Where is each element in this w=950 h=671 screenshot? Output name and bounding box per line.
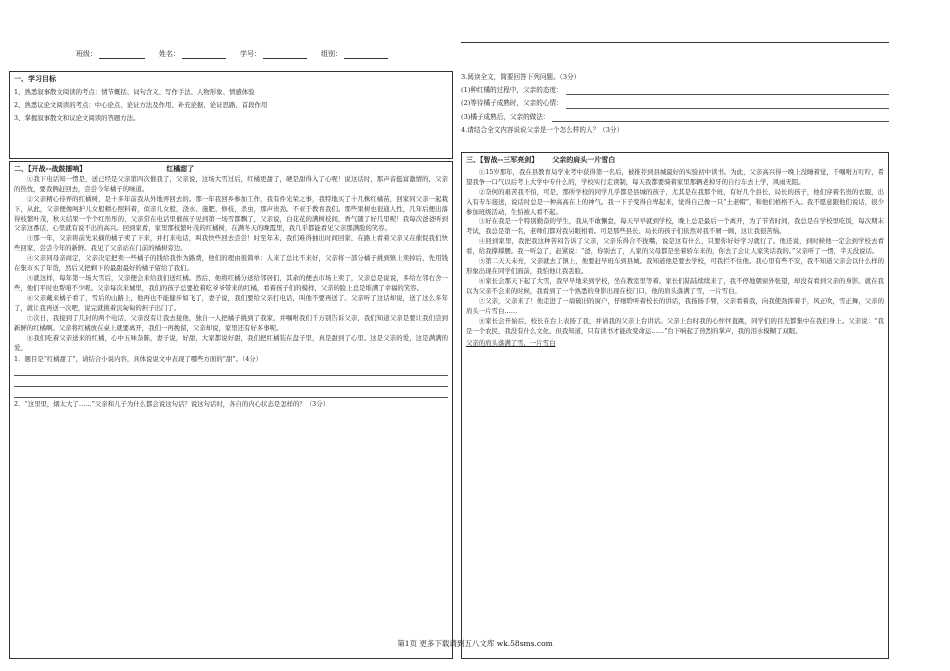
group-blank bbox=[344, 50, 388, 59]
answer-line[interactable] bbox=[14, 366, 448, 376]
paragraph: ⑧我们吃着父亲送来的红橘，心中五味杂陈，妻子说，好甜，大家都说好甜，我们把红橘装在盘子里，真是甜到了心里。这是父亲的爱，这是满满的爱。 bbox=[14, 333, 448, 352]
group-field bbox=[321, 49, 388, 60]
class-field bbox=[76, 49, 145, 60]
underlined-sentence bbox=[466, 339, 884, 349]
right-questions bbox=[461, 72, 889, 138]
answer-line[interactable] bbox=[552, 113, 889, 122]
objective-item: 1、熟悉叙事散文阅读的考点：情节概括、词句含义、写作手法、人物形象、情感体验 bbox=[14, 87, 255, 96]
paragraph: ⑤第二天天未亮，父亲就去了镇上，他要赶早班车到县城。我知道他是要去学校，可我拦不住他。我心里有些不安，我不知道父亲会以什么样的形象出现在同学们面前，我怕他让我丢脸。 bbox=[466, 257, 884, 276]
objective-item: 3、掌握叙事散文和议论文阅读的答题方法。 bbox=[14, 113, 140, 122]
name-field bbox=[159, 49, 226, 60]
name-label: 姓名： bbox=[159, 49, 180, 58]
id-label: 学号： bbox=[240, 49, 261, 58]
class-blank bbox=[99, 50, 145, 59]
underlined-text: 父亲的肩头落满了雪，一片雪白 bbox=[466, 338, 556, 347]
question-4 bbox=[461, 125, 889, 135]
learning-objectives-box bbox=[9, 71, 453, 159]
paragraph: ⑦次日，我接到了几封的两个电话，父亲没有让我去接他，独自一人把橘子挑到了我家，并嘱咐我们千万别告诉父亲，我们知道父亲是要让我们尝到新鲜的红橘啊。父亲将红橘放在桌上就要离开，我们一再挽留，父亲却说，家里还有好多事呢。 bbox=[14, 313, 448, 332]
id-field bbox=[240, 49, 307, 60]
paragraph: ③好在我是一个特别勤奋的学生，我从不敢懈怠，每天早早就到学校，晚上总是最后一个离开，为了节省时间，我总是在学校里吃饭，每次期末考试，我总是第一名，老师们都对我另眼相看。可是那些县长、局长的孩子们依然对我不屑一顾，这让我很苦恼。 bbox=[466, 217, 884, 236]
question-3 bbox=[461, 72, 889, 82]
paragraph: ①15岁那年，我在县教育局学业考中获得第一名后，被推荐到县城最好的实验初中读书。为此，父亲高兴得一晚上没睡着觉，千嘱咐万叮咛，希望我争一口气以后考上大学中专什么的，学校实行走读制，每天我都要骑着家里那辆老掉牙的自行车去上学，风雨无阻。 bbox=[466, 167, 884, 186]
paragraph: ⑧家长会开始后，校长在台上表扬了我，并请我的父亲上台讲话。父亲上台时我的心怦怦直跳，同学们的目光都集中在我们身上。父亲说：“我是一个农民，我没有什么文化，但我知道，只有读书才能改变命运……”台下响起了热烈的掌声，我的泪水模糊了双眼。 bbox=[466, 316, 884, 335]
paragraph: ②奈何的艰苦我不怕，可是，那所学校的同学几乎都是县城的孩子，尤其是在我那个班，有好几个县长、局长的孩子，他们穿着名贵的衣服，出入有专车接送，说话时总是一种高高在上的神气。我一下子变得自卑起来，觉得自己像一只“土老帽”，和他们格格不入。我不愿意跟他们说话，很少参加班级活动，生怕被人看不起。 bbox=[466, 187, 884, 216]
answer-line[interactable] bbox=[14, 377, 448, 387]
class-label: 班级： bbox=[76, 49, 97, 58]
id-blank bbox=[263, 50, 307, 59]
section-three-heading: 三、【智战--三军亮剑】 bbox=[466, 155, 539, 164]
question-4-text: 4.请结合全文内容说说父亲是一个怎么样的人？（3分） bbox=[461, 125, 624, 134]
section-two-title-line bbox=[14, 164, 448, 175]
q3-item-label: (2)等待橘子成熟时，父亲的心情： bbox=[461, 99, 563, 108]
answer-line[interactable] bbox=[14, 388, 448, 398]
paragraph: ①我下电话知一愣是，送已经是父亲第四次催我了，父亲说，这场大雪过后，红橘更甜了，硬是甜得入了心呢！说这话时，那声音挺富激情的，父亲的热忱，要我俩赶回去，尝尝今年橘子的味道。 bbox=[14, 174, 448, 193]
article-title: 父亲的肩头一片雪白 bbox=[552, 155, 616, 164]
question-2: 2．“这里里，烟太大了……”父亲和儿子为什么都会说这句话？说这句话时，各自的内心状态是怎样的？（3分） bbox=[14, 400, 330, 409]
group-label: 组别： bbox=[321, 49, 342, 58]
paragraph: ④父亲同母亲商定，父亲决定把卖一些橘子的钱给我作为路费，他们的理由很简单：人来了总比不来好，父亲将一部分橘子挑到镇上卖掉后，先用钱在集市买了年货，然后又把剩下的最甜最好的橘子留给了我们。 bbox=[14, 254, 448, 273]
name-blank bbox=[182, 50, 226, 59]
section-two-box bbox=[9, 161, 453, 659]
paragraph: ⑤就这样，每年第一场大雪后，父亲便会来给我们送红橘。然后，他将红橘分送给邻居们，其余的便去市场上卖了，父亲总是说说，多给左邻右舍一些，他们平时也帮咱不少呢。父亲每次来城里，我们的孩子总要抢着吃爷爷带来的红橘，看着孩子们的模样，父亲的脸上总是堆满了幸福的笑容。 bbox=[14, 274, 448, 292]
article-title: 红橘甜了 bbox=[166, 164, 195, 173]
answer-line[interactable] bbox=[566, 100, 889, 109]
objective-item: 2、熟悉议论文阅读的考点：中心论点、论证方法及作用、补充论据、论证思路、首段作用 bbox=[14, 100, 268, 109]
paragraph: ②父亲精心侍弄的红橘树，是十多年前我从外地弄回去的。那一年我回乡参加工作，我有件光荣之事，我特地买了十几株红橘苗，回家同父亲一起栽下，从此，父亲便像呵护儿女般精心照料着，似亲儿女般，浇水、施肥、修枝、杀虫，那声贵劲。不亚于教育我们。那些果树也很通人性，几年后便出落得枝繁叶茂，秋天结果一个个红彤彤的，父亲常在电话里催孩子见到第一场雪都飘了，父亲说，白花花的满树枝间，香气随了好几里呢！我每次爸爸听到父亲这番话，心里就有说不出的高兴。回到家看，家里那枝繁叶茂的红橘树，在满冬天的晚霞里，我几乎都能看见父亲那满脸的笑容。 bbox=[14, 194, 448, 233]
paragraph: ③那一年，父亲将前先采摘的橘子卖了下来，并打来电话，叫我快些回去尝尝！时至年末，我们难得抽出时间回家，在路上看着父亲又在催促我们快些回家，尝尝今年的新鲜。我见了父亲站在门前的橘树旁边。 bbox=[14, 234, 448, 253]
question-3-item bbox=[461, 98, 889, 108]
answer-line[interactable] bbox=[566, 86, 889, 95]
section-three-title-line bbox=[466, 155, 884, 166]
q3-item-label: (1)种红橘的过程中，父亲的态度： bbox=[461, 86, 563, 95]
question-3-item bbox=[461, 85, 889, 95]
paragraph: ⑥家长会那天下起了大雪，我早早地来到学校，坐在教室里等着。家长们陆陆续续来了，我不停地朝窗外张望，却没有看到父亲的身影。就在我以为父亲不会来的时候，我看到了一个熟悉的身影出现在校门口，他的肩头落满了雪，一片雪白。 bbox=[466, 276, 884, 295]
paragraph: ⑥父亲戴来橘子看了，雪后的山路上，他再也不能健步如飞了，妻子说，我们要给父亲打电话，叫他不要再送了。父亲听了这话却说，送了这么多年了，就让我再送一次吧，说完就挑着沉甸甸的担子出门了。 bbox=[14, 293, 448, 312]
section-two-heading: 二、【开战--战鼓擂响】 bbox=[14, 164, 87, 173]
question-3-item bbox=[461, 112, 889, 122]
question-3-text: 3.阅读全文，简要回答下列问题。（3分） bbox=[461, 73, 581, 81]
q3-item-label: (3)橘子成熟后，父亲的做法： bbox=[461, 112, 550, 121]
question-1: 1．题目是“红橘甜了”，请结合小说内容，具体说说文中表现了哪些方面的“甜”。（4分） bbox=[14, 355, 263, 364]
student-info-header bbox=[9, 42, 455, 66]
top-rule bbox=[461, 42, 889, 43]
page-footer: 第1页 更多下载请到五八文库 wk.58sms.com bbox=[397, 639, 553, 648]
paragraph: ④回到家里，我把我这种苦闷告诉了父亲，父亲乐得合不拢嘴，说是这有什么，只要你好好学习就行了。他还说，到时候他一定会到学校去看看，给我撑撑腰。我一听急了，赶紧说：“爸，你别去了，人家的父母都是坐着轿车来的，你去了会让人家笑话我的。”父亲听了一愣，半天没说话。 bbox=[466, 237, 884, 256]
objectives-heading: 一、学习目标 bbox=[14, 74, 56, 83]
section-three-box bbox=[461, 152, 889, 659]
paragraph: ⑦父亲，父亲来了！他走进了一扇破旧的窗户，仔细聆听着校长的讲话，我扬扬手臂，父亲看着我，向我使劲挥着手，风正吹，雪正舞，父亲的肩头一片雪白…… bbox=[466, 296, 884, 315]
